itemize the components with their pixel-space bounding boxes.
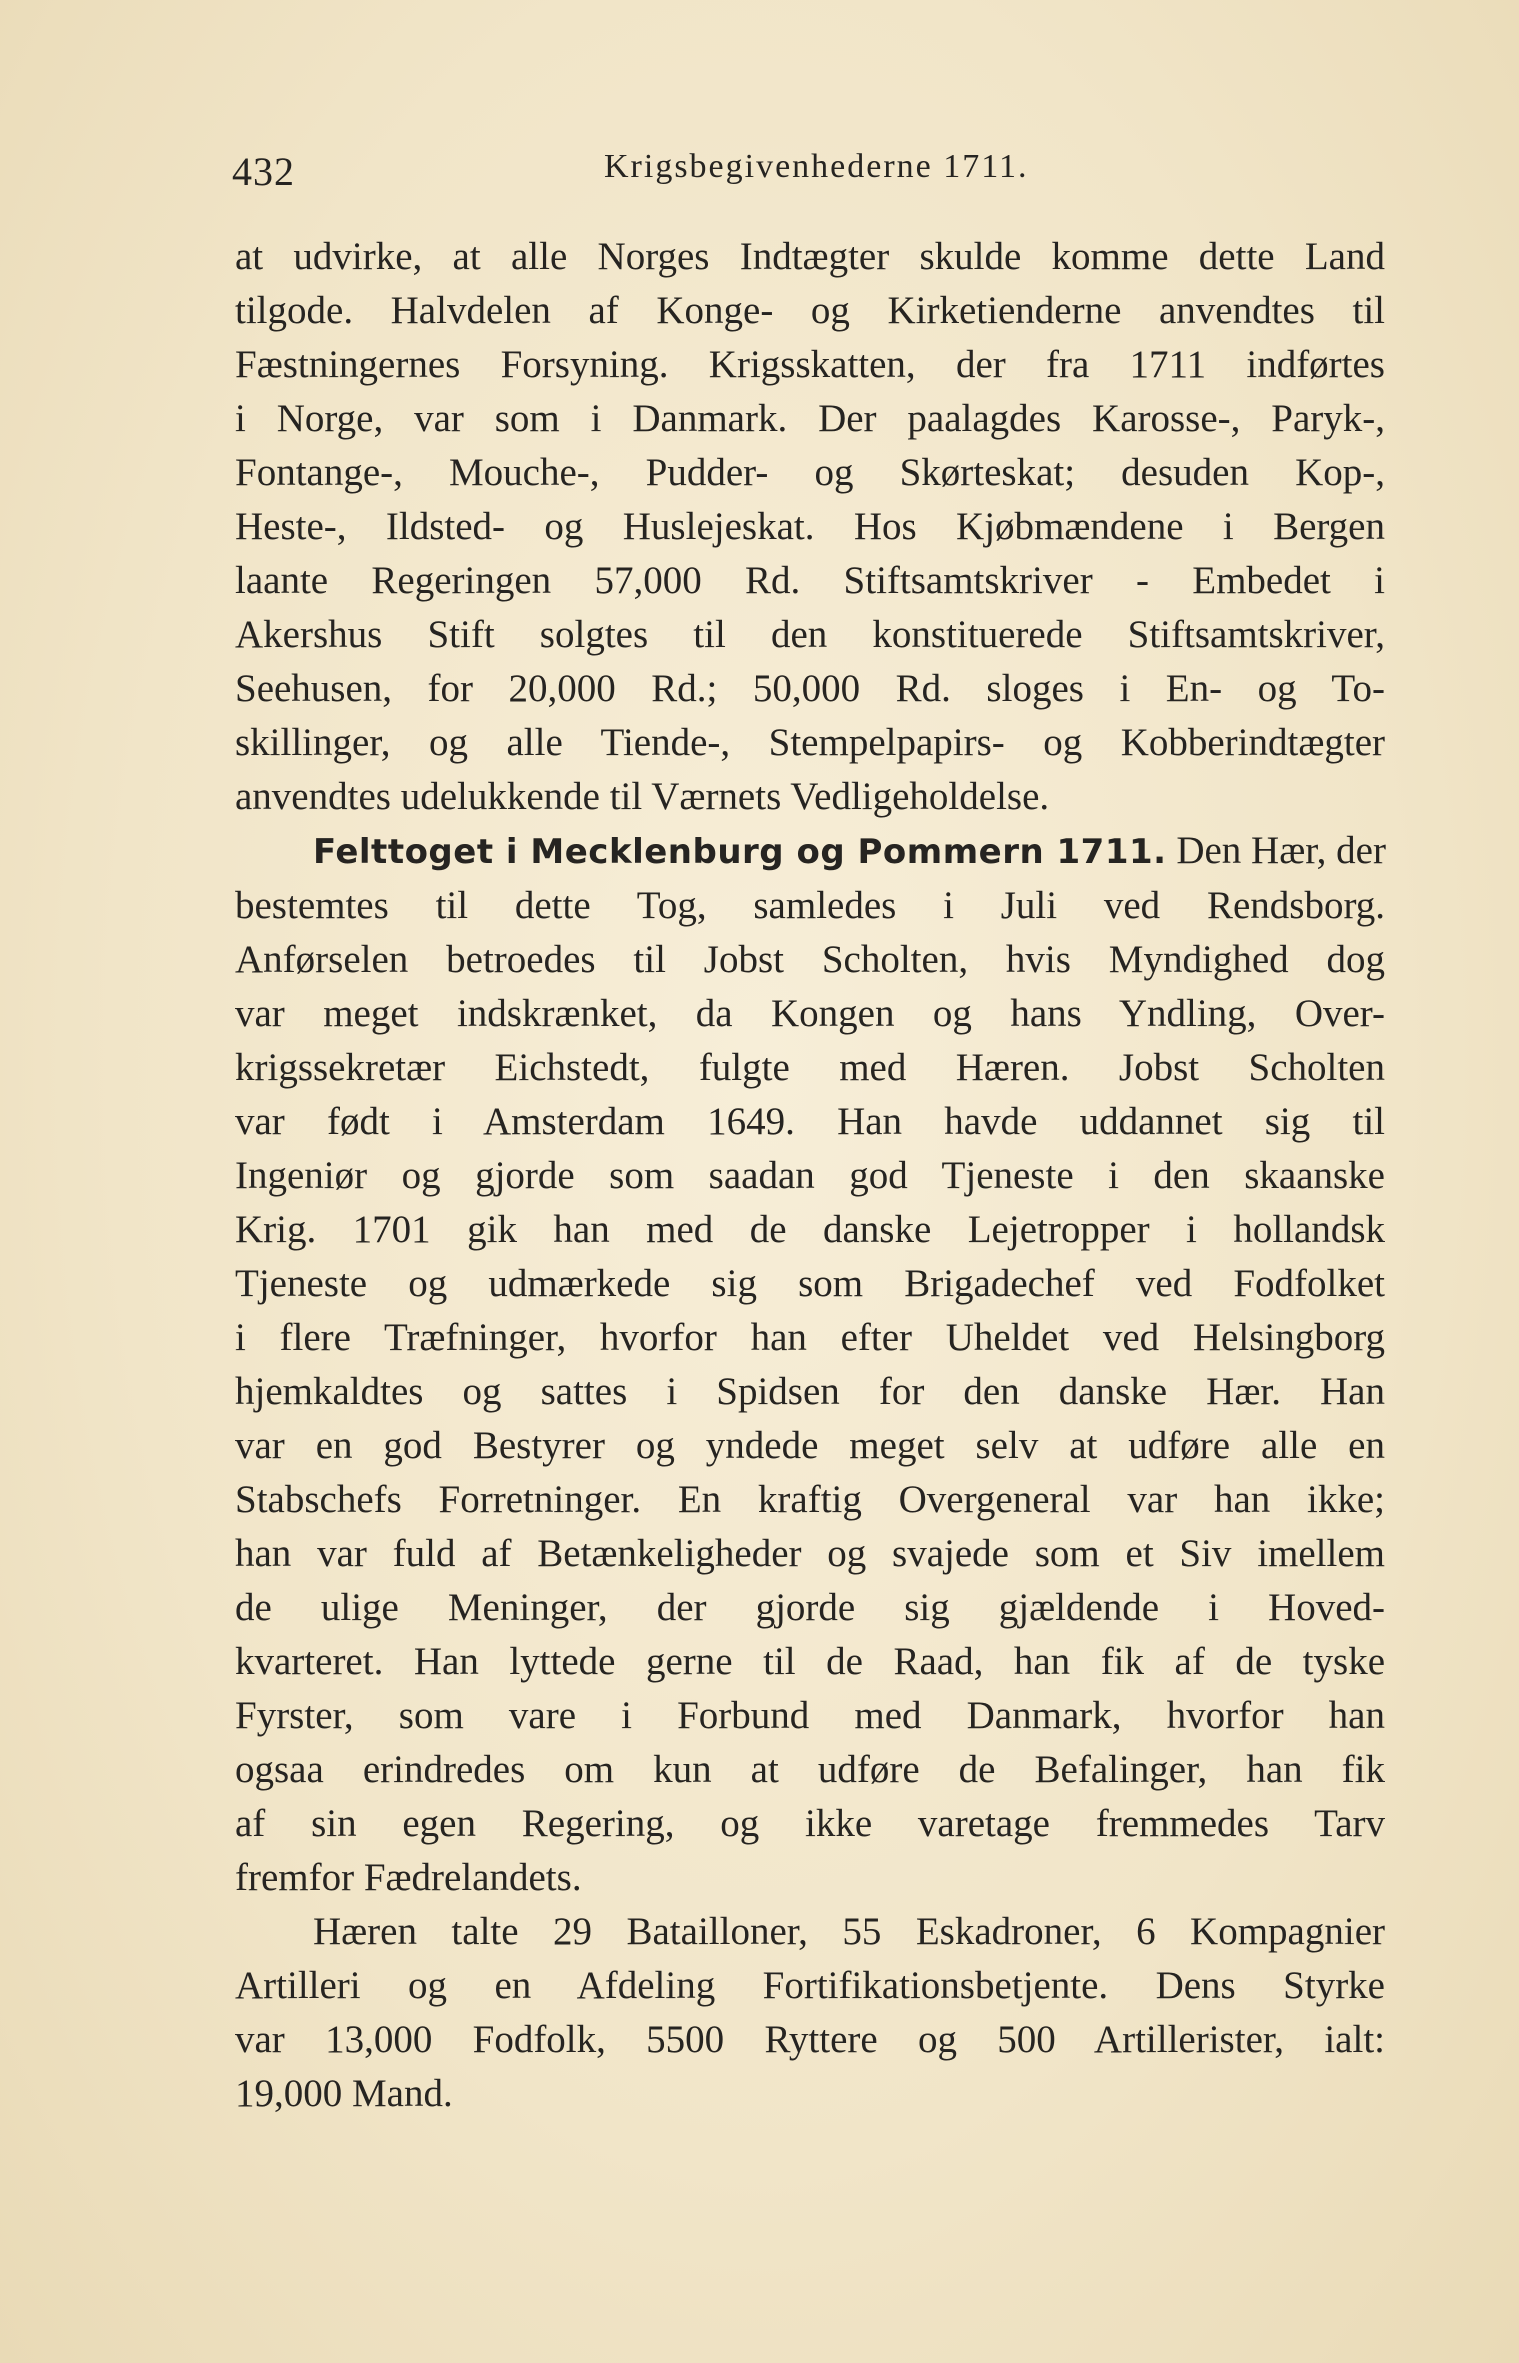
text-line: Anførselen betroedes til Jobst Scholten, hvis Myndighed dog <box>235 938 1385 981</box>
text-line: Heste-, Ildsted- og Huslejeskat. Hos Kjøbmændene i Bergen <box>235 505 1385 548</box>
page-header <box>232 138 1392 198</box>
text-line: skillinger, og alle Tiende-, Stempelpapirs- og Kobberindtægter <box>235 721 1385 764</box>
text-line: fremfor Fædrelandets. <box>235 1856 582 1899</box>
text-line: Fyrster, som vare i Forbund med Danmark, hvorfor han <box>235 1694 1385 1737</box>
text-line: i flere Træfninger, hvorfor han efter Uheldet ved Helsingborg <box>235 1316 1385 1359</box>
running-title: Krigsbegivenhederne 1711. <box>604 148 1029 185</box>
paragraph-2 <box>235 824 1385 1905</box>
text-line: var født i Amsterdam 1649. Han havde uddannet sig til <box>235 1100 1385 1143</box>
text-line: tilgode. Halvdelen af Konge- og Kirketienderne anvendtes til <box>235 289 1385 332</box>
text-line: af sin egen Regering, og ikke varetage fremmedes Tarv <box>235 1802 1385 1845</box>
text-line: at udvirke, at alle Norges Indtægter skulde komme dette Land <box>235 235 1385 278</box>
page-number: 432 <box>232 149 295 194</box>
text-line: bestemtes til dette Tog, samledes i Juli ved Rendsborg. <box>235 884 1385 927</box>
text-line: krigssekretær Eichstedt, fulgte med Hæren. Jobst Scholten <box>235 1046 1385 1089</box>
text-line: Akershus Stift solgtes til den konstituerede Stiftsamtskriver, <box>235 613 1385 656</box>
text-line: Krig. 1701 gik han med de danske Lejetropper i hollandsk <box>235 1208 1385 1251</box>
page-body <box>235 230 1385 2121</box>
text-line: i Norge, var som i Danmark. Der paalagdes Karosse-, Paryk-, <box>235 397 1385 440</box>
text-line: laante Regeringen 57,000 Rd. Stiftsamtskriver - Embedet i <box>235 559 1385 602</box>
paragraph-1 <box>235 230 1385 824</box>
text-line: de ulige Meninger, der gjorde sig gjældende i Hoved- <box>235 1586 1385 1629</box>
paragraph-3 <box>235 1905 1385 2121</box>
text-line: Tjeneste og udmærkede sig som Brigadechef ved Fodfolket <box>235 1262 1385 1305</box>
text-line: hjemkaldtes og sattes i Spidsen for den danske Hær. Han <box>235 1370 1385 1413</box>
text-line: Artilleri og en Afdeling Fortifikationsbetjente. Dens Styrke <box>235 1964 1385 2007</box>
text-line: var en god Bestyrer og yndede meget selv at udføre alle en <box>235 1424 1385 1467</box>
text-fragment: Den Hær, der <box>1176 829 1386 872</box>
text-line: 19,000 Mand. <box>235 2072 453 2115</box>
text-line: kvarteret. Han lyttede gerne til de Raad, han fik af de tyske <box>235 1640 1385 1683</box>
section-first-line <box>235 824 1385 879</box>
text-line: Fontange-, Mouche-, Pudder- og Skørteskat; desuden Kop-, <box>235 451 1385 494</box>
text-line: Seehusen, for 20,000 Rd.; 50,000 Rd. sloges i En- og To- <box>235 667 1385 710</box>
text-line: ogsaa erindredes om kun at udføre de Befalinger, han fik <box>235 1748 1385 1791</box>
text-line: Stabschefs Forretninger. En kraftig Overgeneral var han ikke; <box>235 1478 1385 1521</box>
section-heading: Felttoget i Mecklenburg og Pommern 1711. <box>313 832 1167 872</box>
text-line: var meget indskrænket, da Kongen og hans Yndling, Over- <box>235 992 1385 1035</box>
text-line: han var fuld af Betænkeligheder og svajede som et Siv imellem <box>235 1532 1385 1575</box>
text-line: var 13,000 Fodfolk, 5500 Ryttere og 500 Artillerister, ialt: <box>235 2018 1385 2061</box>
text-line: Fæstningernes Forsyning. Krigsskatten, der fra 1711 indførtes <box>235 343 1385 386</box>
text-line: Hæren talte 29 Batailloner, 55 Eskadroner, 6 Kompagnier <box>313 1910 1385 1953</box>
text-line: Ingeniør og gjorde som saadan god Tjeneste i den skaanske <box>235 1154 1385 1197</box>
text-line: anvendtes udelukkende til Værnets Vedligeholdelse. <box>235 775 1050 818</box>
